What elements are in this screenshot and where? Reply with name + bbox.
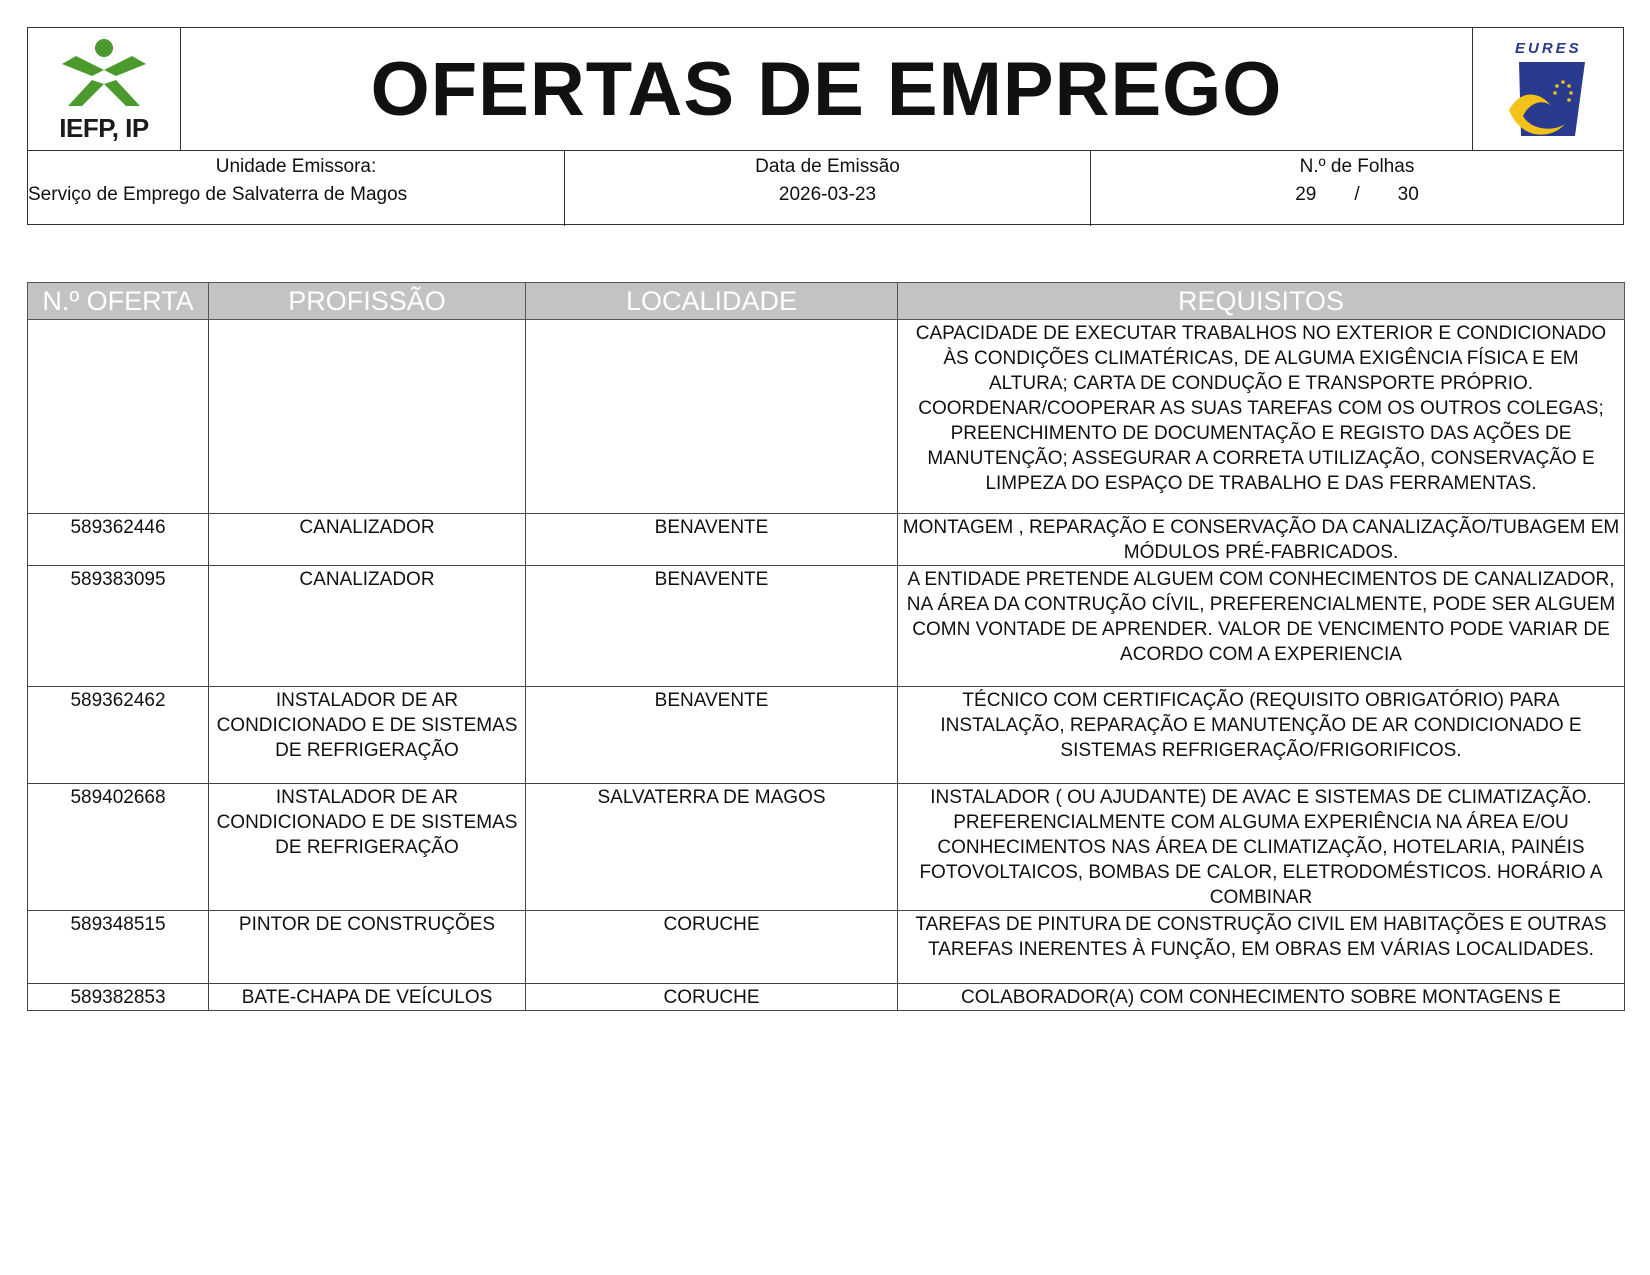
column-header-profession: PROFISSÃO (209, 283, 526, 320)
issue-date-value: 2026-03-23 (778, 184, 877, 205)
offer-number-cell (28, 320, 209, 514)
profession-cell: PINTOR DE CONSTRUÇÕES (209, 911, 526, 984)
requirements-cell: TÉCNICO COM CERTIFICAÇÃO (REQUISITO OBRIGATÓRIO) PARA INSTALAÇÃO, REPARAÇÃO E MANUTENÇÃO DE AR CONDICIONADO E SISTEMAS REFRIGERAÇÃO/FRIGORIFICOS. (898, 687, 1625, 784)
iefp-logo (52, 36, 156, 144)
profession-cell: CANALIZADOR (209, 566, 526, 687)
column-header-location: LOCALIDADE (526, 283, 898, 320)
meta-row (28, 150, 1623, 226)
column-header-offer-number: N.º OFERTA (28, 283, 209, 320)
offer-number-cell: 589383095 (28, 566, 209, 687)
profession-cell: INSTALADOR DE AR CONDICIONADO E DE SISTEMAS DE REFRIGERAÇÃO (209, 784, 526, 911)
issuing-unit-label: Unidade Emissora: (215, 156, 377, 177)
offer-number-cell: 589362446 (28, 514, 209, 566)
issue-date-label: Data de Emissão (755, 156, 900, 177)
offer-number-cell: 589382853 (28, 984, 209, 1011)
profession-cell: BATE-CHAPA DE VEÍCULOS (209, 984, 526, 1011)
location-cell: SALVATERRA DE MAGOS (526, 784, 898, 911)
document-header (27, 27, 1624, 225)
eures-logo-text: EURES (1515, 40, 1582, 57)
location-cell: CORUCHE (526, 984, 898, 1011)
profession-cell: INSTALADOR DE AR CONDICIONADO E DE SISTEMAS DE REFRIGERAÇÃO (209, 687, 526, 784)
sheet-count-cell (1091, 151, 1623, 226)
requirements-cell: TAREFAS DE PINTURA DE CONSTRUÇÃO CIVIL EM HABITAÇÕES E OUTRAS TAREFAS INERENTES À FUNÇÃO, EM OBRAS EM VÁRIAS LOCALIDADES. (898, 911, 1625, 984)
page-title: OFERTAS DE EMPREGO (370, 46, 1283, 132)
location-cell: BENAVENTE (526, 687, 898, 784)
table-header-row (28, 283, 1625, 320)
offer-number-cell: 589362462 (28, 687, 209, 784)
table-row (28, 911, 1625, 984)
issuing-unit-value: Serviço de Emprego de Salvaterra de Magos (28, 184, 408, 205)
location-cell: BENAVENTE (526, 514, 898, 566)
sheet-separator: / (1354, 184, 1360, 205)
offer-number-cell: 589348515 (28, 911, 209, 984)
table-row (28, 514, 1625, 566)
iefp-logo-text: IEFP, IP (59, 113, 149, 143)
requirements-cell: CAPACIDADE DE EXECUTAR TRABALHOS NO EXTERIOR E CONDICIONADO ÀS CONDIÇÕES CLIMATÉRICAS, DE ALGUMA EXIGÊNCIA FÍSICA E EM ALTURA; CARTA DE CONDUÇÃO E TRANSPORTE PRÓPRIO. COORDENAR/COOPERAR AS SUAS TAREFAS COM OS OUTROS COLEGAS; PREENCHIMENTO DE DOCUMENTAÇÃO E REGISTO DAS AÇÕES DE MANUTENÇÃO; ASSEGURAR A CORRETA UTILIZAÇÃO, CONSERVAÇÃO E LIMPEZA DO ESPAÇO DE TRABALHO E DAS FERRAMENTAS. (898, 320, 1625, 514)
iefp-emblem-icon (52, 36, 156, 116)
requirements-cell: COLABORADOR(A) COM CONHECIMENTO SOBRE MONTAGENS E (898, 984, 1625, 1011)
eures-logo-cell (1472, 28, 1623, 150)
requirements-cell: INSTALADOR ( OU AJUDANTE) DE AVAC E SISTEMAS DE CLIMATIZAÇÃO. PREFERENCIALMENTE COM ALGUMA EXPERIÊNCIA NA ÁREA E/OU CONHECIMENTOS NAS ÁREA DE CLIMATIZAÇÃO, HOTELARIA, PAINÉIS FOTOVOLTAICOS, BOMBAS DE CALOR, ELETRODOMÉSTICOS. HORÁRIO A COMBINAR (898, 784, 1625, 911)
issue-date-cell (565, 151, 1091, 226)
location-cell (526, 320, 898, 514)
column-header-requirements: REQUISITOS (898, 283, 1625, 320)
sheet-total: 30 (1397, 184, 1419, 205)
iefp-logo-cell (28, 28, 181, 150)
requirements-cell: A ENTIDADE PRETENDE ALGUEM COM CONHECIMENTOS DE CANALIZADOR, NA ÁREA DA CONTRUÇÃO CÍVIL, PREFERENCIALMENTE, PODE SER ALGUEM COMN VONTADE DE APRENDER. VALOR DE VENCIMENTO PODE VARIAR DE ACORDO COM A EXPERIENCIA (898, 566, 1625, 687)
location-cell: BENAVENTE (526, 566, 898, 687)
sheet-count-label: N.º de Folhas (1299, 156, 1415, 177)
eures-logo (1501, 40, 1597, 140)
table-row (28, 784, 1625, 911)
table-row (28, 566, 1625, 687)
table-row (28, 687, 1625, 784)
offer-number-cell: 589402668 (28, 784, 209, 911)
location-cell: CORUCHE (526, 911, 898, 984)
profession-cell: CANALIZADOR (209, 514, 526, 566)
requirements-cell: MONTAGEM , REPARAÇÃO E CONSERVAÇÃO DA CANALIZAÇÃO/TUBAGEM EM MÓDULOS PRÉ-FABRICADOS. (898, 514, 1625, 566)
issuing-unit-cell (28, 151, 565, 226)
job-offers-table (27, 282, 1625, 1011)
profession-cell (209, 320, 526, 514)
sheet-current: 29 (1295, 184, 1317, 205)
table-row (28, 984, 1625, 1011)
table-row (28, 320, 1625, 514)
sheet-count (1295, 181, 1419, 209)
